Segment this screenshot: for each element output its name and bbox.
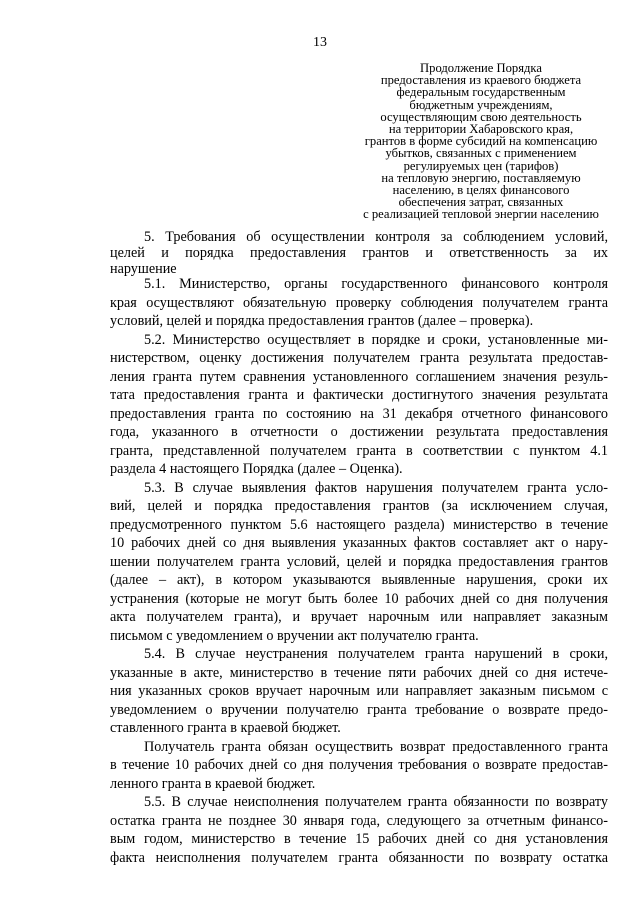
text-line: указанные в акте, министерство в течение пяти рабочих дней со дня истече- xyxy=(110,664,608,681)
text-line: вым годом, министерство в течение 15 рабочих дней со дня установления xyxy=(110,831,608,847)
text-line: устранения (которые не могут быть более 10 рабочих дней со дня получения xyxy=(110,590,608,607)
paragraph-5-1 xyxy=(110,275,608,331)
header-line: Продолжение Порядка xyxy=(420,61,542,75)
heading-line: 5. Требования об осуществлении контроля за соблюдением условий, xyxy=(144,229,608,245)
header-line: федеральным государственным xyxy=(396,85,566,100)
text-line: нистерством, оценку достижения получателем гранта результата предостав- xyxy=(110,350,608,366)
header-line: регулируемых цен (тарифов) xyxy=(403,158,559,173)
text-line: 10 рабочих дней со дня выявления указанных фактов составляет акт о нару- xyxy=(110,535,608,551)
heading-line: нарушение xyxy=(110,261,177,277)
text-line: тата предоставления гранта и фактически достигнутого значения результата xyxy=(110,387,608,403)
header-line: предоставления из краевого бюджета xyxy=(380,73,582,88)
text-line: края осуществляют обязательную проверку соблюдения получателем гранта xyxy=(110,294,608,311)
header-line: населению, в целях финансового xyxy=(392,183,570,198)
text-line: остатка гранта не позднее 30 января года, следующего за отчетным финансо- xyxy=(110,812,608,829)
header-line: убытков, связанных с применением xyxy=(385,146,577,161)
paragraph-return-obligation xyxy=(110,738,608,794)
document-body xyxy=(110,275,608,867)
text-line: в течение 10 рабочих дней со дня получения требования о возврате предостав- xyxy=(110,757,608,773)
text-line: письмом с уведомлением о вручении акт получателю гранта. xyxy=(110,627,479,644)
header-line: с реализацией тепловой энергии населению xyxy=(363,207,599,222)
text-line: ления гранта путем сравнения установленного соглашением значения резуль- xyxy=(110,368,608,385)
text-line: уведомлением о вручении получателю гранта требование о возврате предо- xyxy=(110,701,608,718)
text-line: шении получателем гранта условий, целей и порядка предоставления грантов xyxy=(110,553,608,570)
text-line: Получатель гранта обязан осуществить возврат предоставленного гранта xyxy=(144,738,608,755)
text-line: 5.2. Министерство осуществляет в порядке и сроки, установленные ми- xyxy=(144,331,608,348)
header-line: на территории Хабаровского края, xyxy=(388,122,574,137)
heading-line: целей и порядка предоставления грантов и ответственность за их xyxy=(110,245,608,261)
text-line: предусмотренного пунктом 5.6 настоящего раздела) министерство в течение xyxy=(110,516,608,533)
text-line: акта получателем гранта), и вручает нарочным или направляет заказным xyxy=(110,609,608,625)
paragraph-5-2 xyxy=(110,331,608,479)
paragraph-5-3 xyxy=(110,479,608,646)
paragraph-5-4 xyxy=(110,645,608,738)
text-line: 5.1. Министерство, органы государственного финансового контроля xyxy=(144,276,608,292)
text-line: вий, целей и порядка предоставления грантов (за исключением случая, xyxy=(110,498,608,514)
text-line: условий, целей и порядка предоставления грантов (далее – проверка). xyxy=(110,313,534,329)
text-line: 5.5. В случае неисполнения получателем гранта обязанности по возврату xyxy=(144,794,608,810)
paragraph-5-5 xyxy=(110,793,608,867)
text-line: гранта, представленной получателем гранта в соответствии с пунктом 4.1 xyxy=(110,442,608,459)
text-line: ленного гранта в краевой бюджет. xyxy=(110,775,316,792)
page-number: 13 xyxy=(313,35,327,50)
text-line: предоставления гранта по состоянию на 31 декабря отчетного финансового xyxy=(110,405,608,422)
header-line: обеспечения затрат, связанных xyxy=(398,195,564,210)
text-line: факта неисполнения получателем гранта обязанности по возврату остатка xyxy=(110,849,608,866)
section-heading xyxy=(110,229,608,277)
text-line: раздела 4 настоящего Порядка (далее – Оценка). xyxy=(110,461,403,477)
header-line: осуществляющим свою деятельность xyxy=(380,109,582,124)
header-line: грантов в форме субсидий на компенсацию xyxy=(364,134,598,149)
text-line: 5.3. В случае выявления фактов нарушения получателем гранта усло- xyxy=(144,479,608,496)
text-line: 5.4. В случае неустранения получателем гранта нарушений в сроки, xyxy=(144,646,608,662)
text-line: (далее – акт), в котором указываются выявленные нарушения, сроки их xyxy=(110,572,608,588)
text-line: ния указанных сроков вручает нарочным или направляет заказным письмом с xyxy=(110,683,608,699)
continuation-header xyxy=(345,62,617,221)
text-line: года, указанного в отчетности о достижении результата предоставления xyxy=(110,424,608,440)
header-line: на тепловую энергию, поставляемую xyxy=(381,170,581,185)
header-line: бюджетным учреждениям, xyxy=(409,97,553,112)
text-line: ставленного гранта в краевой бюджет. xyxy=(110,720,341,736)
